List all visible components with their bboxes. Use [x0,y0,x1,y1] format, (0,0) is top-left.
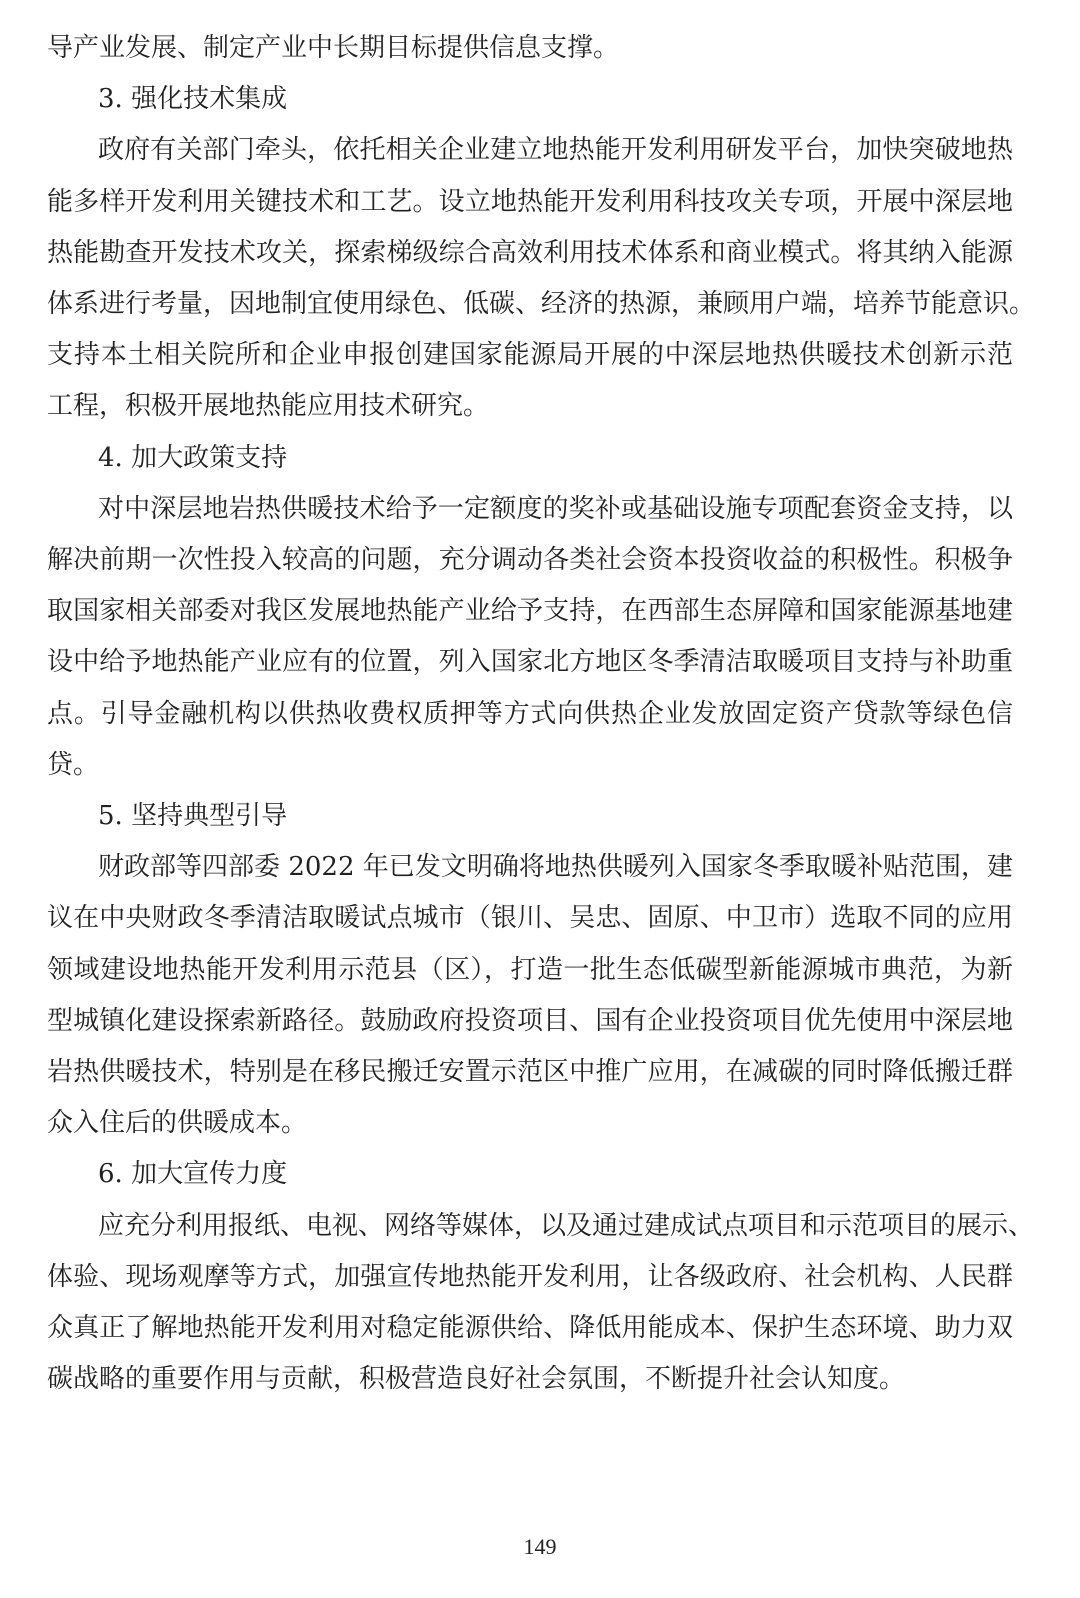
paragraph-line: 对中深层地岩热供暖技术给予一定额度的奖补或基础设施专项配套资金支持，以 [98,493,1013,524]
paragraph-line: 应充分利用报纸、电视、网络等媒体，以及通过建成试点项目和示范项目的展示、 [98,1210,1035,1241]
section-heading: 6. 加大宣传力度 [98,1159,288,1190]
page-number: 149 [523,1534,557,1559]
paragraph-line: 解决前期一次性投入较高的问题，充分调动各类社会资本投资收益的积极性。积极争 [47,545,1013,575]
paragraph-line: 型城镇化建设探索新路径。鼓励政府投资项目、国有企业投资项目优先使用中深层地 [47,1005,1013,1036]
paragraph-line: 工程，积极开展地热能应用技术研究。 [47,391,490,422]
paragraph-line: 体系进行考量，因地制宜使用绿色、低碳、经济的热源，兼顾用户端，培养节能意识。 [47,289,1036,319]
section-heading: 3. 强化技术集成 [98,84,288,115]
paragraph-line: 岩热供暖技术，特别是在移民搬迁安置示范区中推广应用，在减碳的同时降低搬迁群 [47,1057,1013,1087]
paragraph-line: 热能勘查开发技术攻关，探索梯级综合高效利用技术体系和商业模式。将其纳入能源 [47,237,1013,268]
paragraph-line: 点。引导金融机构以供热收费权质押等方式向供热企业发放固定资产贷款等绿色信 [47,698,1013,729]
paragraph-line: 能多样开发利用关键技术和工艺。设立地热能开发利用科技攻关专项，开展中深层地 [47,186,1013,217]
paragraph-line: 政府有关部门牵头，依托相关企业建立地热能开发利用研发平台，加快突破地热 [98,135,1013,166]
paragraph-line: 支持本土相关院所和企业申报创建国家能源局开展的中深层地热供暖技术创新示范 [47,340,1013,371]
paragraph-line: 体验、现场观摩等方式，加强宣传地热能开发利用，让各级政府、社会机构、人民群 [47,1261,1013,1292]
paragraph-line: 取国家相关部委对我区发展地热能产业给予支持，在西部生态屏障和国家能源基地建 [47,596,1013,627]
section-heading: 4. 加大政策支持 [98,442,288,473]
paragraph-line: 设中给予地热能产业应有的位置，列入国家北方地区冬季清洁取暖项目支持与补助重 [47,647,1013,678]
paragraph-line: 贷。 [47,749,100,780]
paragraph-line: 财政部等四部委 2022 年已发文明确将地热供暖列入国家冬季取暖补贴范围，建 [98,852,1013,883]
paragraph-line: 众真正了解地热能开发利用对稳定能源供给、降低用能成本、保护生态环境、助力双 [47,1313,1013,1343]
paragraph-line: 议在中央财政冬季清洁取暖试点城市（银川、吴忠、固原、中卫市）选取不同的应用 [47,903,1013,934]
section-heading: 5. 坚持典型引导 [98,801,288,831]
paragraph-line: 导产业发展、制定产业中长期目标提供信息支撑。 [47,33,620,63]
paragraph-line: 碳战略的重要作用与贡献，积极营造良好社会氛围，不断提升社会认知度。 [47,1364,906,1395]
paragraph-line: 众入住后的供暖成本。 [47,1108,308,1139]
paragraph-line: 领域建设地热能开发利用示范县（区），打造一批生态低碳型新能源城市典范，为新 [47,954,1013,985]
